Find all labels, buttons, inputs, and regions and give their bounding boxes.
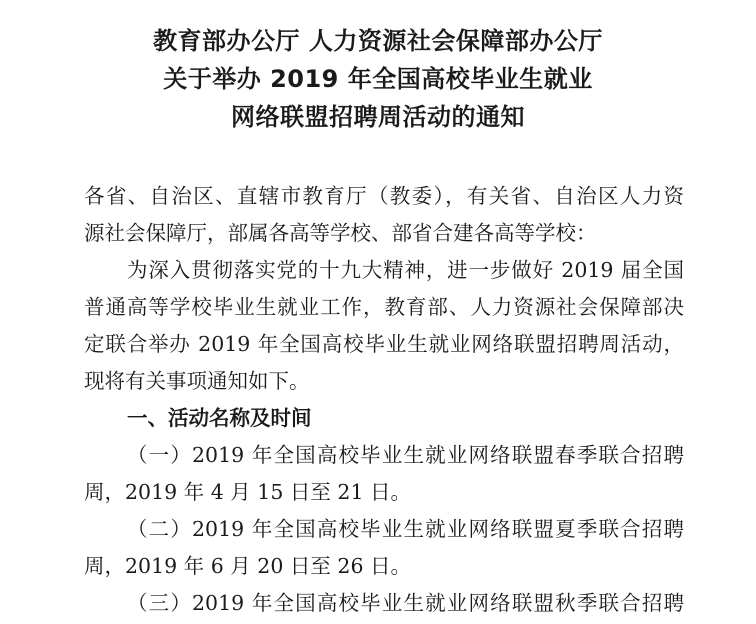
item-3-line-1: （三）2019 年全国高校毕业生就业网络联盟秋季联合招聘: [127, 591, 684, 615]
title-line-1: 教育部办公厅 人力资源社会保障部办公厅: [153, 27, 603, 55]
title-line-3: 网络联盟招聘周活动的通知: [231, 103, 525, 131]
salutation-line-1: 各省、自治区、直辖市教育厅（教委），有关省、自治区人力资: [84, 184, 684, 208]
intro-line-1: 为深入贯彻落实党的十九大精神，进一步做好 2019 届全国: [127, 258, 684, 282]
intro-line-4: 现将有关事项通知如下。: [84, 369, 310, 393]
section-1-heading: 一、活动名称及时间: [127, 406, 312, 430]
item-1-line-1: （一）2019 年全国高校毕业生就业网络联盟春季联合招聘: [127, 443, 684, 467]
item-1-line-2: 周，2019 年 4 月 15 日至 21 日。: [84, 480, 411, 504]
item-2-line-2: 周，2019 年 6 月 20 日至 26 日。: [84, 554, 411, 578]
intro-line-3: 定联合举办 2019 年全国高校毕业生就业网络联盟招聘周活动，: [84, 332, 684, 356]
intro-line-2: 普通高等学校毕业生就业工作，教育部、人力资源社会保障部决: [84, 295, 684, 319]
salutation-line-2: 源社会保障厅，部属各高等学校、部省合建各高等学校：: [84, 221, 597, 245]
item-2-line-1: （二）2019 年全国高校毕业生就业网络联盟夏季联合招聘: [127, 517, 684, 541]
title-line-2: 关于举办 2019 年全国高校毕业生就业: [163, 65, 593, 93]
